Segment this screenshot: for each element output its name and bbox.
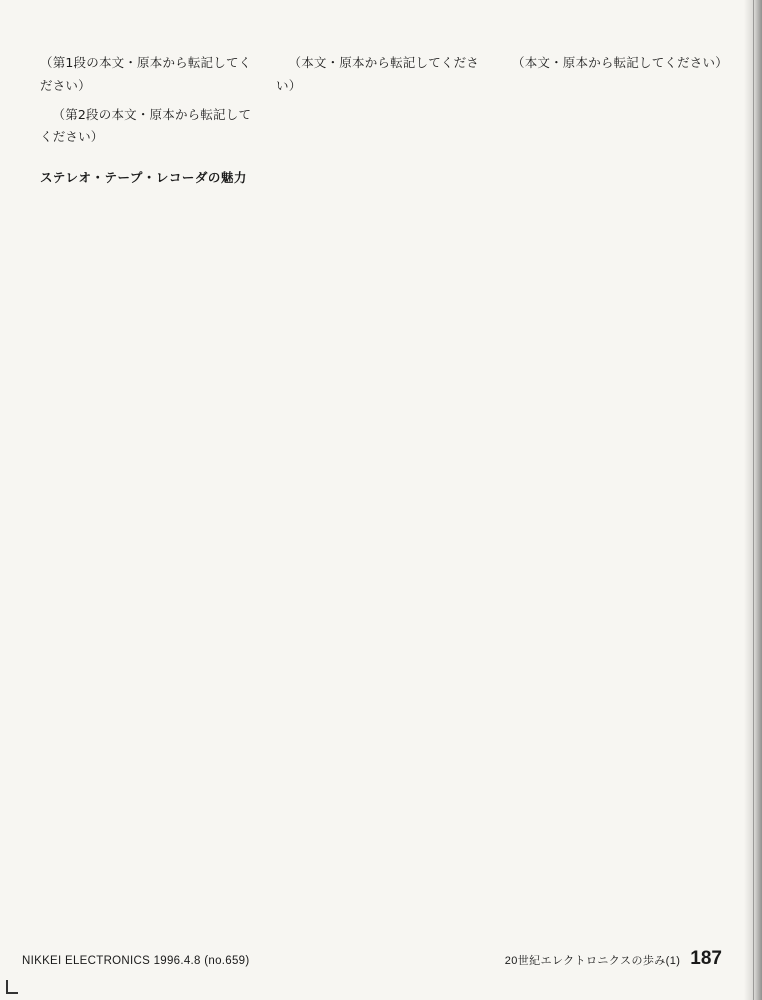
series-title: 20世紀エレクトロニクスの歩み(1) bbox=[504, 955, 681, 967]
text-column-1 bbox=[40, 52, 258, 907]
paragraph: （本文・原本から転記してください） bbox=[512, 55, 728, 70]
page-number: 187 bbox=[690, 948, 722, 969]
footer-right-group bbox=[505, 948, 722, 970]
article-body bbox=[40, 52, 730, 907]
paragraph: （本文・原本から転記してください） bbox=[276, 55, 480, 93]
text-column-3 bbox=[512, 52, 730, 907]
publication-info: NIKKEI ELECTRONICS 1996.4.8 (no.659) bbox=[22, 955, 250, 967]
paragraph: （第2段の本文・原本から転記してください） bbox=[40, 106, 252, 145]
section-heading: ステレオ・テープ・レコーダの魅力 bbox=[40, 170, 247, 186]
page-edge-line bbox=[753, 0, 754, 1000]
text-column-2 bbox=[276, 52, 494, 907]
scan-corner-mark bbox=[6, 980, 18, 994]
page-footer bbox=[22, 948, 722, 972]
paragraph: （第1段の本文・原本から転記してください） bbox=[40, 55, 252, 93]
